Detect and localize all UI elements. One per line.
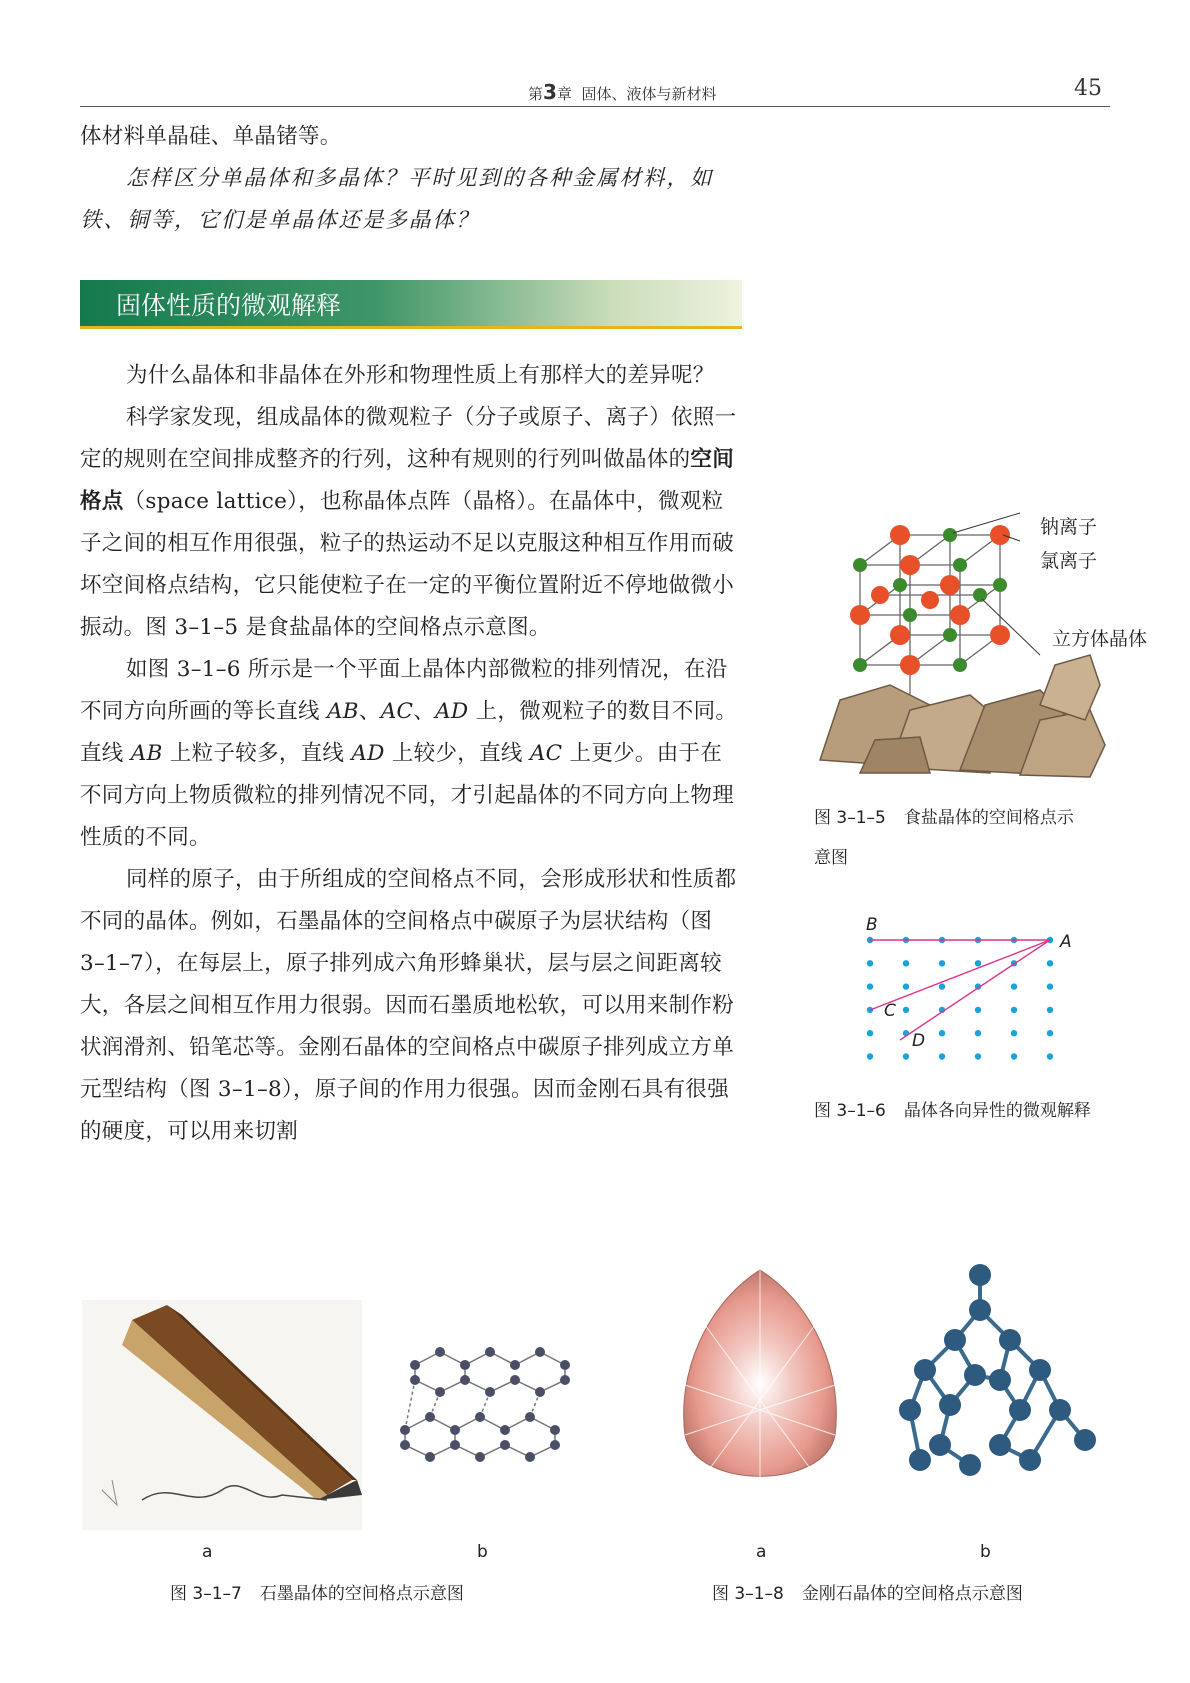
diamond-atoms	[899, 1264, 1096, 1476]
label-chlorine-ion: 氯离子	[1040, 550, 1098, 572]
paragraph-3	[80, 649, 740, 859]
lattice-dot	[867, 960, 873, 966]
p3-text-e: 上更少。由于在不同方向上物质微粒的排列情况不同，才引起晶体的不同方向上物理性质的不同。	[80, 741, 735, 850]
fig-3-1-7-sub-b: b	[477, 1542, 488, 1562]
lattice-dot	[1047, 960, 1053, 966]
section-title: 固体性质的微观解释	[116, 291, 342, 320]
chapter-number: 3	[543, 80, 557, 104]
caption-fig-3-1-6-num: 图 3–1–6	[814, 1101, 886, 1121]
lattice-dot	[939, 983, 945, 989]
chapter-prefix: 第	[528, 85, 544, 103]
fig-3-1-8-sub-a: a	[756, 1542, 767, 1562]
p3-text-d: 上较少，直线	[384, 741, 530, 766]
caption-fig-3-1-5-text-2: 意图	[814, 848, 848, 868]
chapter-suffix: 章	[556, 85, 572, 103]
caption-fig-3-1-8-num: 图 3–1–8	[712, 1584, 784, 1604]
lattice-dot	[939, 960, 945, 966]
lattice-dot	[867, 983, 873, 989]
lattice-dot	[939, 1030, 945, 1036]
lattice-dot	[1047, 1030, 1053, 1036]
lattice-dot	[1011, 1007, 1017, 1013]
term-space-lattice: 空间格点	[80, 447, 735, 514]
intro-text	[80, 116, 740, 242]
page-number: 45	[1074, 76, 1102, 101]
p3-text-a: 如图 3–1–6 所示是一个平面上晶体内部微粒的排列情况，在沿不同方向所画的等长直线	[80, 657, 728, 724]
chapter-title: 固体、液体与新材料	[581, 85, 717, 103]
pencil-image	[82, 1300, 362, 1530]
caption-fig-3-1-6	[814, 1091, 1091, 1131]
lattice-dot	[903, 1053, 909, 1059]
p3-text-c: 上粒子较多，直线	[162, 741, 352, 766]
caption-fig-3-1-8-text: 金刚石晶体的空间格点示意图	[801, 1584, 1023, 1604]
caption-fig-3-1-7	[170, 1574, 464, 1614]
point-c-label: C	[884, 1001, 896, 1021]
lattice-dot	[975, 960, 981, 966]
lattice-dot	[867, 1030, 873, 1036]
body-text	[80, 355, 740, 1153]
lattice-dot	[975, 1053, 981, 1059]
lattice-dot	[939, 1053, 945, 1059]
paragraph-2-part-a: 科学家发现，组成晶体的微观粒子（分子或原子、离子）依照一定的规则在空间排成整齐的行列，这种有规则的行列叫做晶体的	[80, 405, 737, 472]
chapter-heading	[528, 80, 717, 104]
salt-rocks	[820, 655, 1105, 777]
diamond-lattice-image	[880, 1260, 1110, 1490]
lattice-atoms	[850, 525, 1010, 675]
lattice-dot	[1011, 983, 1017, 989]
line-ad-2: AD	[351, 741, 385, 766]
lattice-dot	[975, 1007, 981, 1013]
lattice-dot	[903, 1007, 909, 1013]
point-b-label: B	[866, 915, 878, 935]
paragraph-4: 同样的原子，由于所组成的空间格点不同，会形成形状和性质都不同的晶体。例如，石墨晶体的空间格点中碳原子为层状结构（图 3–1–7），在每层上，原子排列成六角形蜂巢状，层与层之间距离较大，各层之间相互作用力很弱。因而石墨质地松软，可以用来制作粉状润滑剂、铅笔芯等。金刚石晶体的空间格点中碳原子排列成立方单元型结构（图 3–1–8），原子间的作用力很强。因而金刚石具有很强的硬度，可以用来切割	[80, 867, 737, 1144]
direction-lines	[870, 940, 1050, 1040]
caption-fig-3-1-7-text: 石墨晶体的空间格点示意图	[259, 1584, 464, 1604]
caption-fig-3-1-8	[712, 1574, 1023, 1614]
lattice-dot	[1011, 1030, 1017, 1036]
lattice-lines	[860, 535, 1000, 695]
caption-fig-3-1-5	[814, 798, 1134, 878]
caption-fig-3-1-6-text: 晶体各向异性的微观解释	[903, 1101, 1091, 1121]
point-d-label: D	[912, 1031, 926, 1051]
fig-3-1-7-sub-a: a	[202, 1542, 213, 1562]
anisotropy-figure	[850, 910, 1080, 1070]
lattice-dot	[1047, 983, 1053, 989]
caption-fig-3-1-5-num: 图 3–1–5	[814, 808, 886, 828]
lattice-dot	[1047, 1053, 1053, 1059]
header-divider	[80, 106, 1110, 107]
intro-line: 体材料单晶硅、单晶锗等。	[80, 124, 342, 149]
paragraph-1: 为什么晶体和非晶体在外形和物理性质上有那样大的差异呢？	[126, 363, 715, 388]
point-a-label: A	[1060, 932, 1072, 952]
line-ab: AB	[326, 699, 359, 724]
lattice-dot	[903, 983, 909, 989]
graphite-bonds	[405, 1352, 565, 1457]
lattice-dot	[867, 1053, 873, 1059]
caption-fig-3-1-5-text-1: 食盐晶体的空间格点示	[903, 808, 1074, 828]
fig-3-1-8-sub-b: b	[980, 1542, 991, 1562]
section-heading-bar	[80, 280, 742, 329]
p3-sep-1: 、	[358, 699, 381, 724]
question-text: 怎样区分单晶体和多晶体？平时见到的各种金属材料，如铁、铜等，它们是单晶体还是多晶体？	[80, 166, 714, 233]
line-ac: AC	[380, 699, 414, 724]
line-ac-2: AC	[529, 741, 563, 766]
diamond-gem-image	[675, 1265, 845, 1505]
line-ab-2: AB	[130, 741, 163, 766]
lattice-dot	[975, 1030, 981, 1036]
paragraph-2	[80, 397, 740, 649]
paragraph-2-part-b: （space lattice），也称晶体点阵（晶格）。在晶体中，微观粒子之间的相互作用很强，粒子的热运动不足以克服这种相互作用而破坏空间格点结构，它只能使粒子在一定的平衡位置附近不停地做微小振动。图 3–1–5 是食盐晶体的空间格点示意图。	[80, 489, 735, 640]
lattice-dot	[903, 960, 909, 966]
lattice-dot-grid	[867, 937, 1053, 1060]
caption-fig-3-1-7-num: 图 3–1–7	[170, 1584, 242, 1604]
lattice-dot	[1011, 1053, 1017, 1059]
p3-sep-2: 、	[413, 699, 436, 724]
lattice-dot	[1047, 1007, 1053, 1013]
p3-text-b: 上，微观粒子的数目不同。直线	[80, 699, 738, 766]
graphite-lattice-image	[395, 1330, 575, 1470]
line-ad: AD	[435, 699, 469, 724]
label-sodium-ion: 钠离子	[1040, 516, 1098, 538]
label-cubic-crystal: 立方体晶体	[1052, 628, 1148, 650]
